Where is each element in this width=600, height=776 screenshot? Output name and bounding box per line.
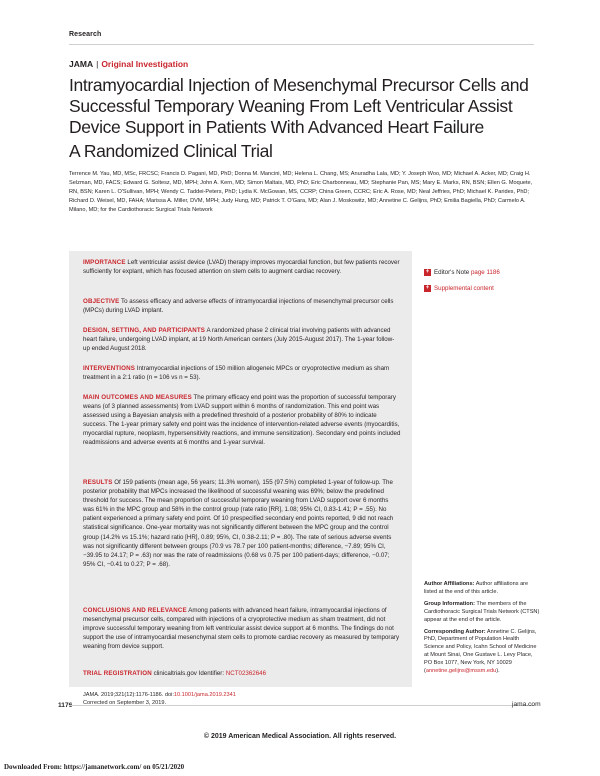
abstract-interventions <box>83 364 401 382</box>
registration-link[interactable]: NCT02362646 <box>225 670 267 677</box>
abstract-objective <box>83 297 401 315</box>
journal-line <box>69 59 188 69</box>
importance-label: IMPORTANCE <box>83 259 126 266</box>
outcomes-text: The primary efficacy end point was the proportion of successful temporary weans (of 3 planned assessments) from LVAD support within 6 months of randomization. This end point was assessed using a Bayesian analysis with a predefined threshold of a posterior probability of 80% to indicate success. The 1-year primary safety end point was the incidence of intervention-related adverse events (myocarditis, myocardial rupture, neoplasm, hypersensitivity reactions, and immune sensitization). Secondary end points included readmissions and adverse events at 6 months and 1-year survival. <box>83 394 401 447</box>
header-rule <box>69 44 534 45</box>
group-information <box>424 601 540 625</box>
author-aff-text: Author affiliations are listed at the end of this article. <box>424 581 529 595</box>
corresponding-label: Corresponding Author: <box>424 628 486 635</box>
importance-text: Left ventricular assist device (LVAD) therapy improves myocardial function, but few patients recover sufficiently for explant, which has focused attention on stem cells to augment cardiac recovery. <box>83 259 400 276</box>
abstract <box>69 251 412 687</box>
plus-icon: + <box>425 269 430 275</box>
article-subtitle: A Randomized Clinical Trial <box>69 141 273 161</box>
abstract-outcomes <box>83 393 401 448</box>
abstract-design <box>83 326 401 353</box>
conclusions-text: Among patients with advanced heart failure, intramyocardial injections of mesenchymal precursor cells, compared with injections of a cryoprotective medium as sham treatment, did not improve successful temporary weaning from left ventricular assist device support at 6 months. The findings do not support the use of intramyocardial mesenchymal stem cells to promote cardiac recovery as measured by temporary weaning from device support. <box>83 607 400 651</box>
download-note: Downloaded From: https://jamanetwork.com/ on 05/21/2020 <box>4 763 185 771</box>
results-label: RESULTS <box>83 479 113 486</box>
footer-rule <box>69 705 534 706</box>
results-text: Of 159 patients (mean age, 56 years; 11.3% women), 155 (97.5%) completed 1-year of follow-up. The posterior probability that MPCs increased the likelihood of successful weaning was 69%; below the predefined threshold for success. The mean proportion of successful temporary weaning from LVAD support over 6 months was 61% in the MPC group and 58% in the control group (rate ratio [RR], 1.08; 95% CI, 0.83-1.41; P = .55). No patient experienced a primary safety end point. Of 10 prespecified secondary end points reported, 9 did not reach statistical significance. One-year mortality was not significantly different between the MPC group and the control group (14.2% vs 15.1%; hazard ratio [HR], 0.89; 95%, CI, 0.38-2.11; P = .80). The rate of serious adverse events was not significantly different between groups (70.9 vs 78.7 per 100 patient-months; difference, −7.89; 95% CI, −39.95 to 24.17; P = .63) nor was the rate of readmissions (0.68 vs 0.75 per 100 patient-days; difference, −0.07; 95% CI, −0.41 to 0.27; P = .68). <box>83 479 394 568</box>
group-info-text: The members of the Cardiothoracic Surgical Trials Network (CTSN) appear at the end of the article. <box>424 600 540 623</box>
abstract-registration <box>83 669 401 678</box>
abstract-importance <box>83 258 401 276</box>
outcomes-label: MAIN OUTCOMES AND MEASURES <box>83 394 192 401</box>
interventions-text: Intramyocardial injections of 150 million allogeneic MPCs or cryoprotective medium as sham treatment in a 2:1 ratio (n = 106 vs n = 53). <box>83 365 390 382</box>
article-title: Intramyocardial Injection of Mesenchymal Precursor Cells and Successful Temporary Weaning From Left Ventricular Assist Device Support in Patients With Advanced Heart Failure <box>69 75 529 137</box>
author-aff-label: Author Affiliations: <box>424 581 475 587</box>
correction-note: Corrected on September 3, 2019. <box>83 700 167 706</box>
author-list: Terrence M. Yau, MD, MSc, FRCSC; Francis D. Pagani, MD, PhD; Donna M. Mancini, MD; Helena L. Chang, MS; Anuradha Lala, MD; Y. Joseph Woo, MD; Michael A. Acker, MD; Craig H. Selzman, MD, FACS; Edward G. Soltesz, MD, MPH; John A. Kern, MD; Simon Maltais, MD, PhD; Eric Charbonneau, MD; Stephanie Pan, MS; Mary E. Marks, RN, BSN; Ellen G. Moquete, RN, BSN; Karen L. O'Sullivan, MPH; Wendy C. Taddei-Peters, PhD; Lydia K. McGowan, MS, CCRP; China Green, CCRC; Eric A. Rose, MD; Neal Jeffries, PhD; Michael K. Parides, PhD; Richard D. Weisel, MD, FAHA; Marissa A. Miller, DVM, MPH; Judy Hung, MD; Patrick T. O'Gara, MD; Alan J. Moskowitz, MD; Annetine C. Gelijns, PhD; Emilia Bagiella, PhD; Carmelo A. Milano, MD; for the Cardiothoracic Surgical Trials Network <box>69 171 533 213</box>
plus-icon: + <box>425 285 430 291</box>
email-link[interactable]: annetine.gelijns@mssm.edu <box>425 668 497 675</box>
interventions-label: INTERVENTIONS <box>83 365 136 372</box>
section-label: Research <box>69 31 102 38</box>
article-type: Original Investigation <box>101 59 189 69</box>
design-label: DESIGN, SETTING, AND PARTICIPANTS <box>83 327 206 334</box>
author-affiliations <box>424 581 540 597</box>
journal-name: JAMA <box>69 59 94 69</box>
citation-prefix: JAMA. 2019;321(12):1176-1186. doi: <box>83 692 174 698</box>
registration-text: clinicaltrials.gov Identifier: <box>153 670 225 677</box>
affiliations <box>424 581 540 676</box>
editors-note-label: Editor's Note <box>434 269 470 277</box>
corresponding-text: Annetine C. Gelijns, PhD, Department of Population Health Science and Policy, Icahn School of Medicine at Mount Sinai, One Gustave L. Levy Place, PO Box 1077, New York, NY 10029 <box>424 628 537 667</box>
corresponding-author: Corresponding Author: Annetine C. Gelijns, PhD, Department of Population Health Science and Policy, Icahn School of Medicine at Mount Sinai, One Gustave L. Levy Place, PO Box 1077, New York, NY 10029 (annetine.gelijns@mssm.edu). <box>424 628 537 675</box>
design-text: A randomized phase 2 clinical trial involving patients with advanced heart failure, undergoing LVAD implant, at 19 North American centers (July 2015-August 2017). The 1-year follow-up ended August 2018. <box>83 327 395 353</box>
group-info-label: Group Information: <box>424 600 475 607</box>
conclusions-label: CONCLUSIONS AND RELEVANCE <box>83 607 187 614</box>
supplemental-link[interactable]: Supplemental content <box>434 285 494 293</box>
page-number: 1176 <box>58 702 73 709</box>
copyright: © 2019 American Medical Association. All rights reserved. <box>203 733 397 740</box>
objective-text: To assess efficacy and adverse effects of intramyocardial injections of mesenchymal precursor cells (MPCs) during LVAD implant. <box>83 298 394 315</box>
supplemental <box>424 285 544 292</box>
site-url: jama.com <box>512 701 541 708</box>
objective-label: OBJECTIVE <box>83 298 120 305</box>
doi-link[interactable]: 10.1001/jama.2019.2341 <box>173 692 236 698</box>
abstract-conclusions <box>83 606 401 651</box>
editors-note <box>424 269 544 276</box>
registration-label: TRIAL REGISTRATION <box>83 670 152 677</box>
editors-note-link[interactable]: page 1186 <box>470 269 500 277</box>
journal-separator: | <box>96 59 99 69</box>
abstract-results <box>83 478 401 569</box>
